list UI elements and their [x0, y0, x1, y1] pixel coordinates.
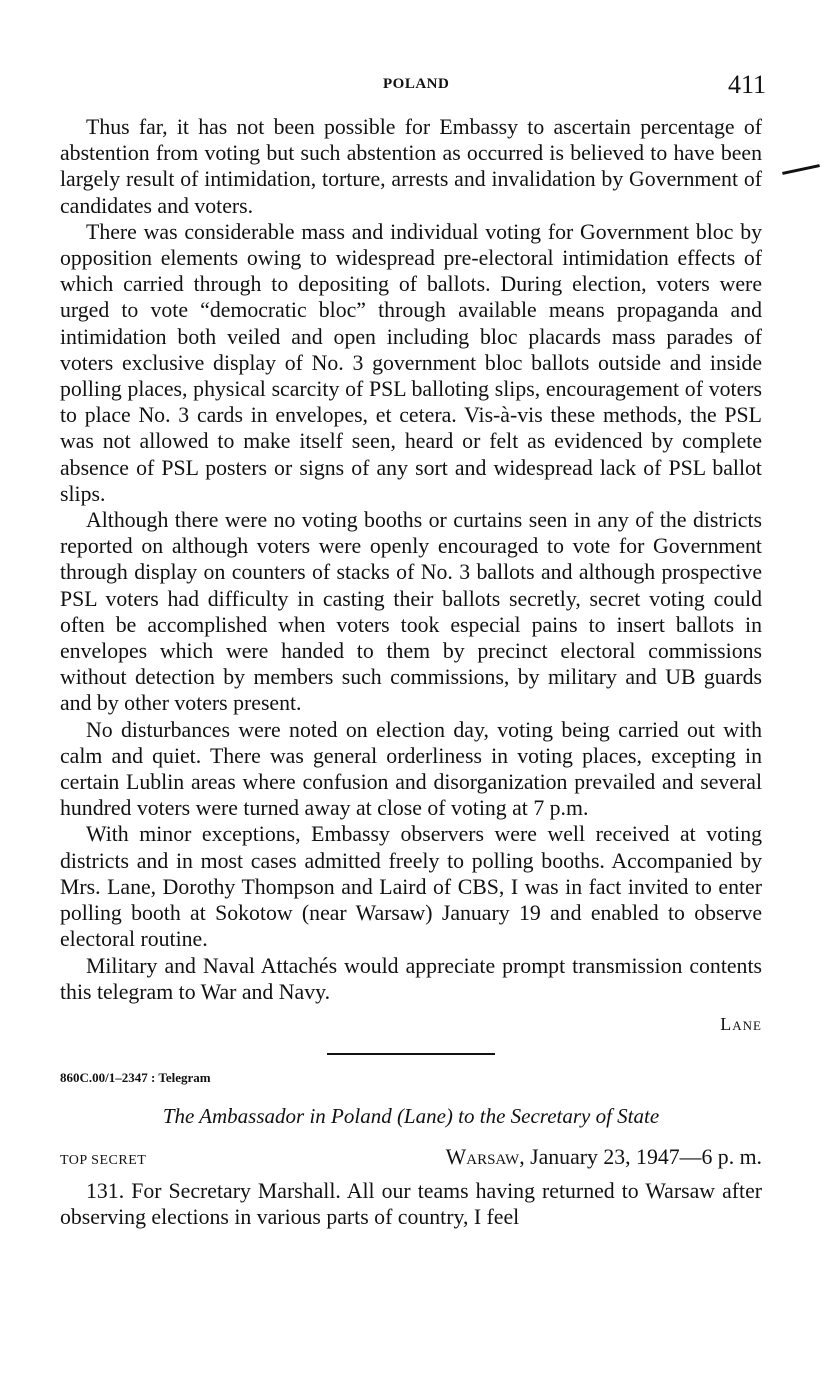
dateline-row — [60, 1144, 762, 1174]
section-divider — [327, 1053, 495, 1055]
document-title: The Ambassador in Poland (Lane) to the Secretary of State — [162, 1104, 660, 1129]
paragraph-attaches: Military and Naval Attachés would appreciate prompt transmission contents this telegram to War and Navy. — [60, 953, 762, 1004]
running-head: POLAND — [383, 76, 450, 92]
dateline — [446, 1144, 762, 1170]
dateline-place: Warsaw, — [445, 1144, 525, 1169]
page-number: 411 — [728, 70, 767, 99]
file-reference: 860C.00/1–2347 : Telegram — [60, 1070, 211, 1086]
paragraph-observers: With minor exceptions, Embassy observers were well received at voting districts and in most cases admitted freely to polling booths. Accompanied by Mrs. Lane, Dorothy Thompson and Laird of CBS, I was in fact invited to enter polling booth at Sokotow (near Warsaw) January 19 and enabled to observe electoral routine. — [60, 822, 762, 952]
signature: Lane — [720, 1013, 762, 1034]
paragraph-mass-voting: There was considerable mass and individual voting for Government bloc by opposition elements owing to widespread pre-electoral intimidation effects of which carried through to depositing of ballots. During election, voters were urged to vote “democratic bloc” through available means propaganda and intimidation both veiled and open including bloc placards mass parades of voters exclusive display of No. 3 government bloc ballots outside and inside polling places, physical scarcity of PSL balloting slips, encouragement of voters to place No. 3 cards in envelopes, et cetera. Vis-à-vis these methods, the PSL was not allowed to make itself seen, heard or felt as evidenced by complete absence of PSL posters or signs of any sort and widespread lack of PSL ballot slips. — [60, 219, 762, 506]
dateline-date: January 23, 1947—6 p. m. — [530, 1144, 762, 1169]
paragraph-telegram-opening: 131. For Secretary Marshall. All our teams having returned to Warsaw after observing elections in various parts of country, I feel — [60, 1178, 762, 1229]
margin-mark — [782, 164, 820, 175]
classification: TOP SECRET — [60, 1152, 147, 1168]
paragraph-abstention: Thus far, it has not been possible for Embassy to ascertain percentage of abstention from voting but such abstention as occurred is believed to have been largely result of intimidation, torture, arrests and invalidation by Government of candidates and voters. — [60, 115, 762, 218]
body-text — [60, 114, 762, 1230]
paragraph-secret-voting: Although there were no voting booths or curtains seen in any of the districts reported on although voters were openly encouraged to vote for Government through display on counters of stacks of No. 3 ballots and although prospective PSL voters had difficulty in casting their ballots secretly, secret voting could often be accomplished when voters took especial pains to insert ballots in envelopes which were handed to them by precinct electoral commissions without detection by members such commissions, by military and UB guards and by other voters present. — [60, 508, 762, 716]
paragraph-disturbances: No disturbances were noted on election day, voting being carried out with calm and quiet. There was general orderliness in voting places, excepting in certain Lublin areas where confusion and disorganization prevailed and several hundred voters were turned away at close of voting at 7 p.m. — [60, 717, 762, 821]
